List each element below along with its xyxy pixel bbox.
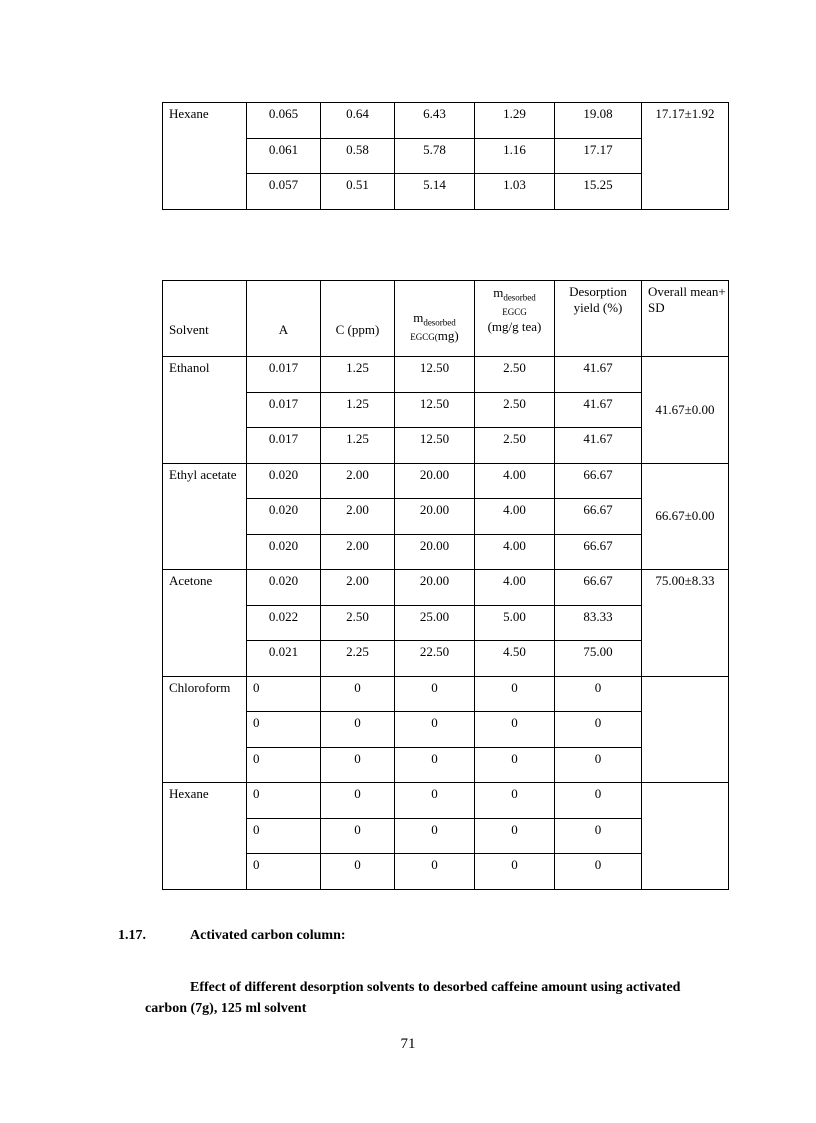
cell-value: 0 [594,786,602,801]
table-cell [475,676,555,712]
cell-value: 75.00 [583,644,613,659]
solvent-cell [163,570,247,677]
table-cell [555,605,642,641]
overall-value: 66.67±0.00 [655,508,715,524]
table-cell [321,676,395,712]
cell-value: 0.64 [346,106,369,121]
table-cell [247,783,321,819]
cell-value: 1.16 [503,141,526,157]
table-cell [247,534,321,570]
cell-value: 2.00 [346,466,369,482]
table-cell [555,534,642,570]
cell-value: 4.00 [503,466,526,482]
cell-value: 0 [253,750,260,766]
solvent-cell [163,103,247,210]
cell-value: 66.67 [583,502,613,517]
header-m-desorbed-unit: mg) [437,328,459,343]
table-row [163,676,729,712]
table-cell [395,534,475,570]
cell-value: 0.021 [268,644,299,659]
cell-value: 0 [594,679,602,695]
cell-value: 4.50 [503,644,526,659]
table-cell [321,854,395,890]
table-cell [475,854,555,890]
desorption-solvent-table [162,280,729,890]
table-cell [321,138,395,174]
header-m-desorbed-main: m [413,310,424,326]
table-cell [247,103,321,139]
cell-value: 1.25 [346,360,369,375]
table-cell [247,605,321,641]
table-cell [247,174,321,210]
overall-cell [642,103,729,210]
table-cell [395,570,475,606]
table-cell [555,174,642,210]
table-cell [475,712,555,748]
cell-value: 0.020 [268,502,299,517]
table-cell [475,463,555,499]
table-cell [247,428,321,464]
table-cell [555,570,642,606]
header-m-desorbed [395,281,475,357]
cell-value: 2.00 [346,502,369,517]
cell-value: 2.50 [503,431,526,446]
cell-value: 0.057 [268,177,299,193]
cell-value: 66.67 [583,537,613,553]
page-number: 71 [400,1036,416,1052]
hexane-continuation-table [162,102,729,210]
cell-value: 0 [354,715,361,730]
solvent-cell [163,357,247,464]
cell-value: 2.25 [346,644,369,659]
cell-value: 0.58 [346,141,369,157]
table-cell [555,712,642,748]
table-row [163,783,729,819]
cell-value: 0 [253,857,260,872]
cell-value: 41.67 [583,395,613,411]
cell-value: 0 [594,715,602,730]
cell-value: 0 [354,786,361,801]
cell-value: 1.25 [346,431,369,446]
cell-value: 20.00 [419,466,450,482]
header-c: C (ppm) [321,281,395,357]
overall-value [642,783,728,786]
solvent-cell [163,783,247,890]
cell-value: 0 [431,750,438,766]
cell-value: 15.25 [583,177,613,193]
cell-value: 6.43 [423,106,446,121]
cell-value: 0.020 [268,537,299,553]
table-cell [247,463,321,499]
cell-value: 0 [354,750,361,766]
cell-value: 0 [431,715,438,730]
table-cell [475,783,555,819]
table-cell [475,138,555,174]
table-cell [395,818,475,854]
table-cell [475,499,555,535]
table-cell [475,641,555,677]
cell-value: 1.29 [503,106,526,121]
overall-cell [642,676,729,783]
overall-cell [642,783,729,890]
header-a: A [247,281,321,357]
table-cell [555,499,642,535]
cell-value: 2.00 [346,537,369,553]
header-m-desorbed-sub: desorbed [423,318,456,328]
cell-value: 0.061 [268,141,299,157]
table-row [163,570,729,606]
cell-value: 0 [354,857,361,872]
cell-value: 83.33 [583,608,613,624]
header-overall: Overall mean+ SD [642,281,729,357]
cell-value: 0 [354,821,361,837]
cell-value: 12.50 [419,360,450,375]
table-cell [247,392,321,428]
overall-value [642,677,728,680]
table-cell [475,103,555,139]
table-cell [555,676,642,712]
table-header-row [163,281,729,357]
cell-value: 4.00 [503,537,526,553]
header-m-per-g-sub: desorbed [503,292,536,303]
table-cell [395,499,475,535]
table-cell [395,138,475,174]
solvent-cell [163,463,247,570]
table-cell [395,463,475,499]
table-cell [475,818,555,854]
cell-value: 2.50 [346,608,369,624]
solvent-cell [163,676,247,783]
table-cell [475,174,555,210]
table-cell [395,428,475,464]
table-cell [395,783,475,819]
table-cell [395,641,475,677]
table-cell [247,818,321,854]
table-cell [247,712,321,748]
cell-value: 0 [253,821,260,837]
table-cell [321,357,395,393]
table-cell [321,499,395,535]
table-cell [395,854,475,890]
cell-value: 2.50 [503,360,526,375]
cell-value: 0 [431,857,438,872]
cell-value: 66.67 [583,573,613,588]
cell-value: 4.00 [503,502,526,517]
table-cell [321,428,395,464]
cell-value: 12.50 [419,431,450,446]
cell-value: 2.00 [346,573,369,588]
table-cell [555,357,642,393]
table-cell [321,534,395,570]
table-cell [475,570,555,606]
cell-value: 0 [253,786,260,801]
table-cell [555,641,642,677]
solvent-label: Hexane [169,786,209,801]
table-cell [555,818,642,854]
table-cell [475,605,555,641]
cell-value: 5.00 [503,608,526,624]
cell-value: 0.020 [268,573,299,588]
table-cell [321,747,395,783]
table-cell [555,138,642,174]
cell-value: 0 [354,679,361,695]
table-cell [247,138,321,174]
table-cell [321,783,395,819]
cell-value: 41.67 [583,360,613,375]
overall-value: 41.67±0.00 [655,401,715,417]
cell-value: 41.67 [583,431,613,446]
table-cell [395,357,475,393]
cell-value: 0.51 [346,177,369,193]
cell-value: 0 [511,821,518,837]
table-cell [555,103,642,139]
table-cell [555,463,642,499]
cell-value: 0 [511,679,518,695]
cell-value: 25.00 [419,608,450,624]
cell-value: 0.065 [268,106,299,121]
table-cell [395,392,475,428]
cell-value: 66.67 [583,466,613,482]
table-cell [395,103,475,139]
table-cell [395,676,475,712]
cell-value: 0.017 [268,395,299,411]
cell-value: 5.78 [423,141,446,157]
solvent-label: Acetone [169,573,213,588]
cell-value: 1.03 [503,177,526,193]
table-cell [247,747,321,783]
cell-value: 5.14 [423,177,446,193]
overall-value: 75.00±8.33 [655,573,715,588]
table-cell [555,783,642,819]
table-cell [247,357,321,393]
header-m-per-g-main: m [493,285,504,300]
header-m-per-g [475,281,555,357]
cell-value: 0 [431,786,438,801]
section-caption-line2: carbon (7g), 125 ml solvent [145,1001,307,1016]
cell-value: 12.50 [419,395,450,411]
table-cell [247,499,321,535]
table-cell [321,605,395,641]
cell-value: 20.00 [419,573,450,588]
cell-value: 1.25 [346,395,369,411]
table-cell [555,854,642,890]
cell-value: 19.08 [583,106,613,121]
table-cell [247,641,321,677]
cell-value: 0 [511,750,518,766]
cell-value: 0 [253,715,260,730]
table-cell [247,854,321,890]
solvent-label: Hexane [169,106,209,121]
overall-cell [642,570,729,677]
header-yield: Desorption yield (%) [555,281,642,357]
table-row [163,463,729,499]
solvent-label: Chloroform [169,679,231,695]
section-title: Activated carbon column: [190,928,346,943]
cell-value: 0 [431,679,438,695]
table-cell [321,641,395,677]
cell-value: 17.17 [583,141,613,157]
table-cell [395,747,475,783]
cell-value: 2.50 [503,395,526,411]
cell-value: 0 [594,821,602,837]
table-cell [321,103,395,139]
cell-value: 0.020 [268,466,299,482]
overall-cell [642,357,729,464]
table-cell [247,570,321,606]
table-cell [475,534,555,570]
cell-value: 0.022 [268,608,299,624]
table-cell [475,428,555,464]
table-cell [475,392,555,428]
table-cell [321,570,395,606]
table-cell [321,392,395,428]
solvent-label: Ethyl acetate [169,466,237,482]
cell-value: 20.00 [419,537,450,553]
overall-cell [642,463,729,570]
table-cell [395,712,475,748]
cell-value: 22.50 [419,644,450,659]
table-row [163,357,729,393]
cell-value: 0 [511,715,518,730]
table-cell [321,818,395,854]
section-number: 1.17. [118,928,146,943]
cell-value: 0 [253,679,260,695]
cell-value: 4.00 [503,573,526,588]
table-cell [321,463,395,499]
table-cell [475,747,555,783]
table-cell [321,712,395,748]
cell-value: 0.017 [268,431,299,446]
table-cell [555,428,642,464]
header-m-per-g-unit: (mg/g tea) [487,318,542,334]
table-cell [247,676,321,712]
cell-value: 0 [594,857,602,872]
cell-value: 20.00 [419,502,450,517]
table-cell [475,357,555,393]
header-m-desorbed-egcg: EGCG( [410,332,438,342]
cell-value: 0 [594,750,602,766]
cell-value: 0 [431,821,438,837]
cell-value: 0 [511,786,518,801]
solvent-label: Ethanol [169,360,210,375]
table-cell [395,174,475,210]
table-cell [395,605,475,641]
header-m-per-g-egcg: EGCG [502,306,527,317]
cell-value: 0.017 [268,360,299,375]
overall-value: 17.17±1.92 [655,106,715,121]
section-caption-line1: Effect of different desorption solvents to desorbed caffeine amount using activated [190,980,681,995]
header-solvent: Solvent [163,281,247,357]
cell-value: 0 [511,857,518,872]
table-cell [555,747,642,783]
table-cell [555,392,642,428]
table-cell [321,174,395,210]
table-row [163,103,729,139]
